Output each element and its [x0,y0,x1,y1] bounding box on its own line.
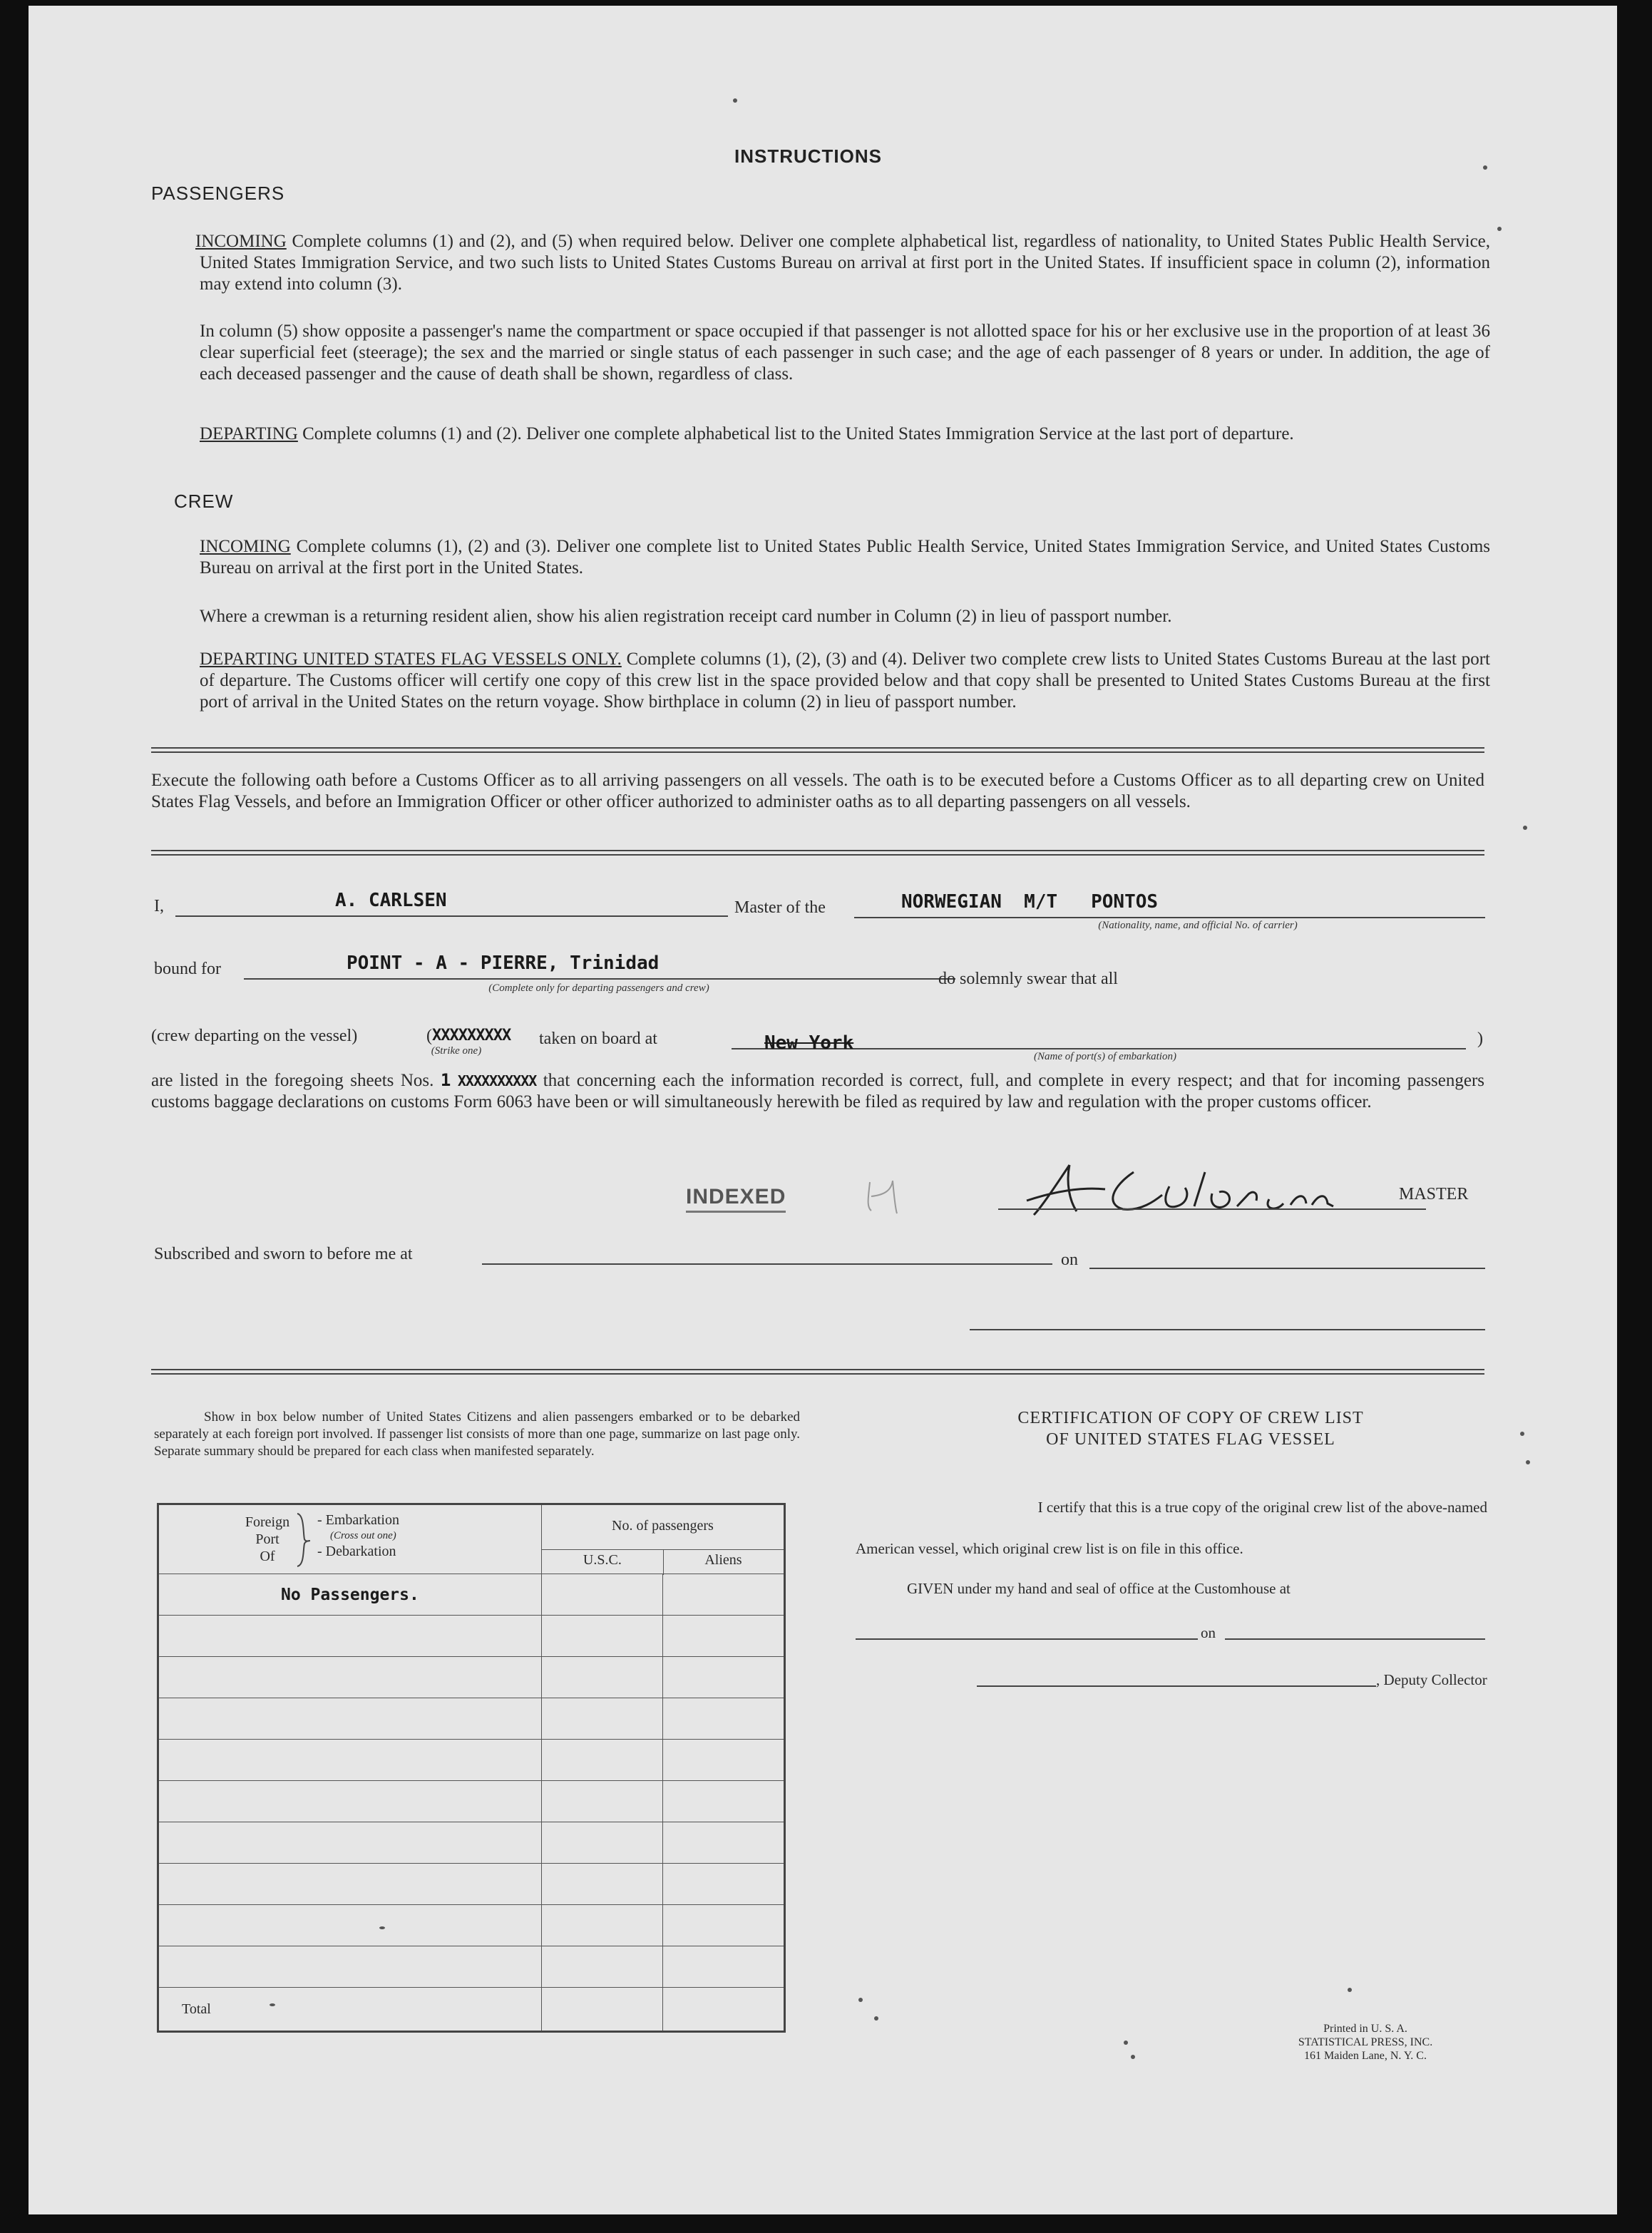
passengers-departing-text: Complete columns (1) and (2). Deliver one complete alphabetical list to the United States Immigration Service at the last port of departure. [302,424,1294,443]
aliens-cell[interactable] [662,1946,784,1988]
crew-incoming-text: Complete columns (1), (2) and (3). Deliver one complete list to United States Public Health Service, United States Immigration Service, and United States Customs Bureau on arrival at the first port in the United States. [200,537,1490,578]
printer-imprint [1283,2022,1447,2063]
sheet-struck-value: XXXXXXXXXX [457,1072,537,1089]
aliens-cell[interactable] [662,1698,784,1740]
certification-on-label: on [1201,1624,1216,1641]
summary-row[interactable] [158,1698,542,1740]
vessel-field-line [854,917,1485,918]
scan-speck [1124,2040,1128,2045]
listed-paragraph [151,1069,1484,1113]
foreign-port-label [239,1514,296,1565]
american-text: American vessel, which original crew list is on file in this office. [856,1540,1243,1557]
aliens-cell[interactable] [662,1905,784,1946]
scan-speck [1348,1988,1352,1992]
master-name-field-line [175,915,728,917]
aliens-cell[interactable] [662,1574,784,1616]
subscribed-label: Subscribed and sworn to before me at [154,1245,413,1263]
no-passengers-entry: No Passengers. [280,1585,419,1604]
crew-incoming-paragraph [200,536,1490,579]
usc-cell[interactable] [541,1864,662,1905]
passengers-incoming-label: INCOMING [195,232,287,251]
aliens-cell[interactable] [662,1781,784,1822]
crew-resident-paragraph: Where a crewman is a returning resident alien, show his alien registration receipt card number in Column (2) in lieu of passport number. [200,607,1172,626]
summary-row[interactable] [158,1574,542,1616]
master-label: MASTER [1399,1185,1469,1203]
deputy-signature-line [977,1685,1376,1687]
printer-line3: 161 Maiden Lane, N. Y. C. [1304,2050,1427,2062]
passengers-heading: PASSENGERS [151,183,285,204]
crew-incoming-label: INCOMING [200,537,291,556]
crew-departing-text: Complete columns (1), (2), (3) and (4). Deliver two complete crew lists to United States Customs Bureau at the last port of departure. The Customs officer will certify one copy of this crew list in the space provided below and that copy shall be presented to United States Customs Bureau at the first port of arrival in the United States on the return voyage. Show birthplace in column (2) in lieu of passport number. [200,650,1490,712]
destination-value[interactable]: POINT - A - PIERRE, Trinidad [347,953,660,974]
foreign-label: Foreign [245,1514,290,1530]
passenger-summary-table [157,1503,786,2033]
crew-departing-oath-label: (crew departing on the vessel) [151,1027,358,1045]
usc-cell[interactable] [541,1740,662,1781]
master-signature[interactable] [998,1144,1440,1222]
aliens-cell[interactable] [662,1616,784,1657]
master-of-label: Master of the [734,898,826,917]
usc-cell[interactable] [541,1822,662,1864]
passengers-departing-label: DEPARTING [200,424,298,443]
scan-speck [270,2003,275,2006]
foreign-port-header [158,1504,542,1574]
of-label: Of [260,1549,275,1564]
certify-text: I certify that this is a true copy of the original crew list of the above-named [1037,1499,1487,1516]
strike-open-paren: ( [426,1027,432,1045]
indexed-stamp: INDEXED [686,1185,786,1213]
aliens-cell[interactable] [662,1740,784,1781]
scan-speck [874,2016,878,2021]
customhouse-field-line [856,1638,1198,1640]
given-text: GIVEN under my hand and seal of office at the Customhouse at [907,1580,1291,1597]
port-label: Port [255,1531,279,1547]
sheet-number-value[interactable]: 1 [440,1070,451,1090]
crew-departing-paragraph [200,649,1490,713]
sworn-date-field-line [1089,1268,1485,1269]
usc-cell[interactable] [541,1698,662,1740]
scan-speck [733,98,737,103]
usc-cell[interactable] [541,1946,662,1988]
instructions-title: INSTRUCTIONS [734,145,882,167]
summary-row[interactable] [158,1740,542,1781]
passengers-column5-paragraph: In column (5) show opposite a passenger's name the compartment or space occupied if that passenger is not allotted space for his or her exclusive use in the proportion of at least 36 clear superficial feet (steerage); the sex and the married or single status of each passenger in such case; and the age of each passenger of 8 years or under. In addition, the age of each deceased passenger and the cause of death shall be shown, regardless of class. [200,322,1490,384]
no-of-passengers-header [541,1504,784,1574]
summary-row[interactable] [158,1657,542,1698]
usc-cell[interactable] [541,1574,662,1616]
passengers-departing-paragraph [200,423,1490,445]
concerning-text: that concerning each the information recorded is correct, full, and complete in every respect; and that for incoming passengers customs baggage declarations on customs Form 6063 have been or will simultaneously herewith be filed as required by law and regulation with the proper customs officer. [151,1071,1485,1112]
certification-date-field-line [1225,1638,1485,1640]
section-divider [151,747,1484,753]
embarkation-options [317,1512,399,1559]
aliens-cell[interactable] [662,1864,784,1905]
usc-cell[interactable] [541,1616,662,1657]
brace-icon [294,1512,313,1568]
scan-speck [1520,1432,1524,1436]
total-row[interactable] [158,1988,542,2032]
total-aliens-cell[interactable] [662,1988,784,2032]
scan-speck [1131,2055,1135,2059]
usc-cell[interactable] [541,1781,662,1822]
port-value[interactable]: New York [764,1032,854,1054]
summary-row[interactable] [158,1781,542,1822]
listed-label: are listed in the foregoing sheets Nos. [151,1071,434,1090]
deputy-collector-label: , Deputy Collector [1376,1671,1487,1688]
scan-speck [1526,1460,1530,1464]
sworn-on-label: on [1061,1251,1078,1269]
port-caption: (Name of port(s) of embarkation) [1034,1051,1176,1062]
total-usc-cell[interactable] [541,1988,662,2032]
certification-title [941,1407,1440,1450]
aliens-cell[interactable] [662,1822,784,1864]
scan-speck [1497,227,1502,231]
check-mark-icon [856,1175,927,1218]
debarkation-label: - Debarkation [317,1544,396,1559]
summary-row[interactable] [158,1616,542,1657]
vessel-caption: (Nationality, name, and official No. of carrier) [1098,920,1298,931]
scan-speck [858,1998,863,2002]
total-label: Total [182,2001,211,2017]
lower-divider [151,1369,1484,1375]
i-label: I, [154,897,164,915]
no-of-passengers-label: No. of passengers [612,1518,714,1534]
summary-row[interactable] [158,1822,542,1864]
close-paren: ) [1477,1030,1483,1048]
struck-passengers-word: XXXXXXXXX [432,1027,511,1044]
destination-caption: (Complete only for departing passengers and crew) [488,982,709,994]
summary-row[interactable] [158,1946,542,1988]
passengers-incoming-text: Complete columns (1) and (2), and (5) when required below. Deliver one complete alphabetical list, regardless of nationality, to United States Public Health Service, United States Immigration Service, and two such lists to United States Customs Bureau on arrival at first port in the United States. If insufficient space in column (2), information may extend into column (3). [200,232,1491,294]
swear-label: do solemnly swear that all [938,970,1118,988]
destination-field-line [244,978,955,980]
summary-note: Show in box below number of United States Citizens and alien passengers embarked or to be debarked separately at each foreign port involved. If passenger list consists of more than one page, summarize on last page only. Separate summary should be prepared for each class when manifested separately. [154,1410,800,1459]
oath-divider [151,850,1484,856]
scan-speck [1523,826,1527,830]
certification-title-line2: OF UNITED STATES FLAG VESSEL [1046,1430,1335,1449]
cross-out-label: (Cross out one) [330,1530,396,1541]
form-sheet [29,6,1617,2214]
scan-speck [1483,165,1487,170]
master-name-value[interactable]: A. CARLSEN [335,890,447,911]
strike-caption: (Strike one) [431,1045,482,1057]
sworn-place-field-line [482,1263,1052,1265]
passengers-incoming-paragraph [195,231,1491,295]
usc-cell[interactable] [541,1905,662,1946]
taken-on-board-label: taken on board at [539,1030,657,1048]
summary-row[interactable] [158,1864,542,1905]
crew-heading: CREW [174,491,234,512]
embarkation-label: - Embarkation [317,1512,399,1528]
crew-departing-label: DEPARTING UNITED STATES FLAG VESSELS ONLY. [200,650,622,669]
scan-speck [379,1926,385,1929]
summary-row[interactable] [158,1905,542,1946]
printer-line1: Printed in U. S. A. [1323,2023,1407,2035]
bound-for-label: bound for [154,960,221,978]
usc-label: U.S.C. [583,1552,622,1568]
oath-intro-paragraph: Execute the following oath before a Customs Officer as to all arriving passengers on all vessels. The oath is to be executed before a Customs Officer as to all departing crew on United States Flag Vessels, and before an Immigration Officer or other officer authorized to administer oaths as to all departing passengers on all vessels. [151,771,1484,811]
usc-cell[interactable] [541,1657,662,1698]
officer-signature-line [970,1329,1485,1330]
printer-line2: STATISTICAL PRESS, INC. [1298,2036,1433,2048]
certification-title-line1: CERTIFICATION OF COPY OF CREW LIST [1017,1409,1364,1427]
aliens-cell[interactable] [662,1657,784,1698]
aliens-label: Aliens [704,1552,742,1568]
vessel-value[interactable]: NORWEGIAN M/T PONTOS [901,891,1159,913]
